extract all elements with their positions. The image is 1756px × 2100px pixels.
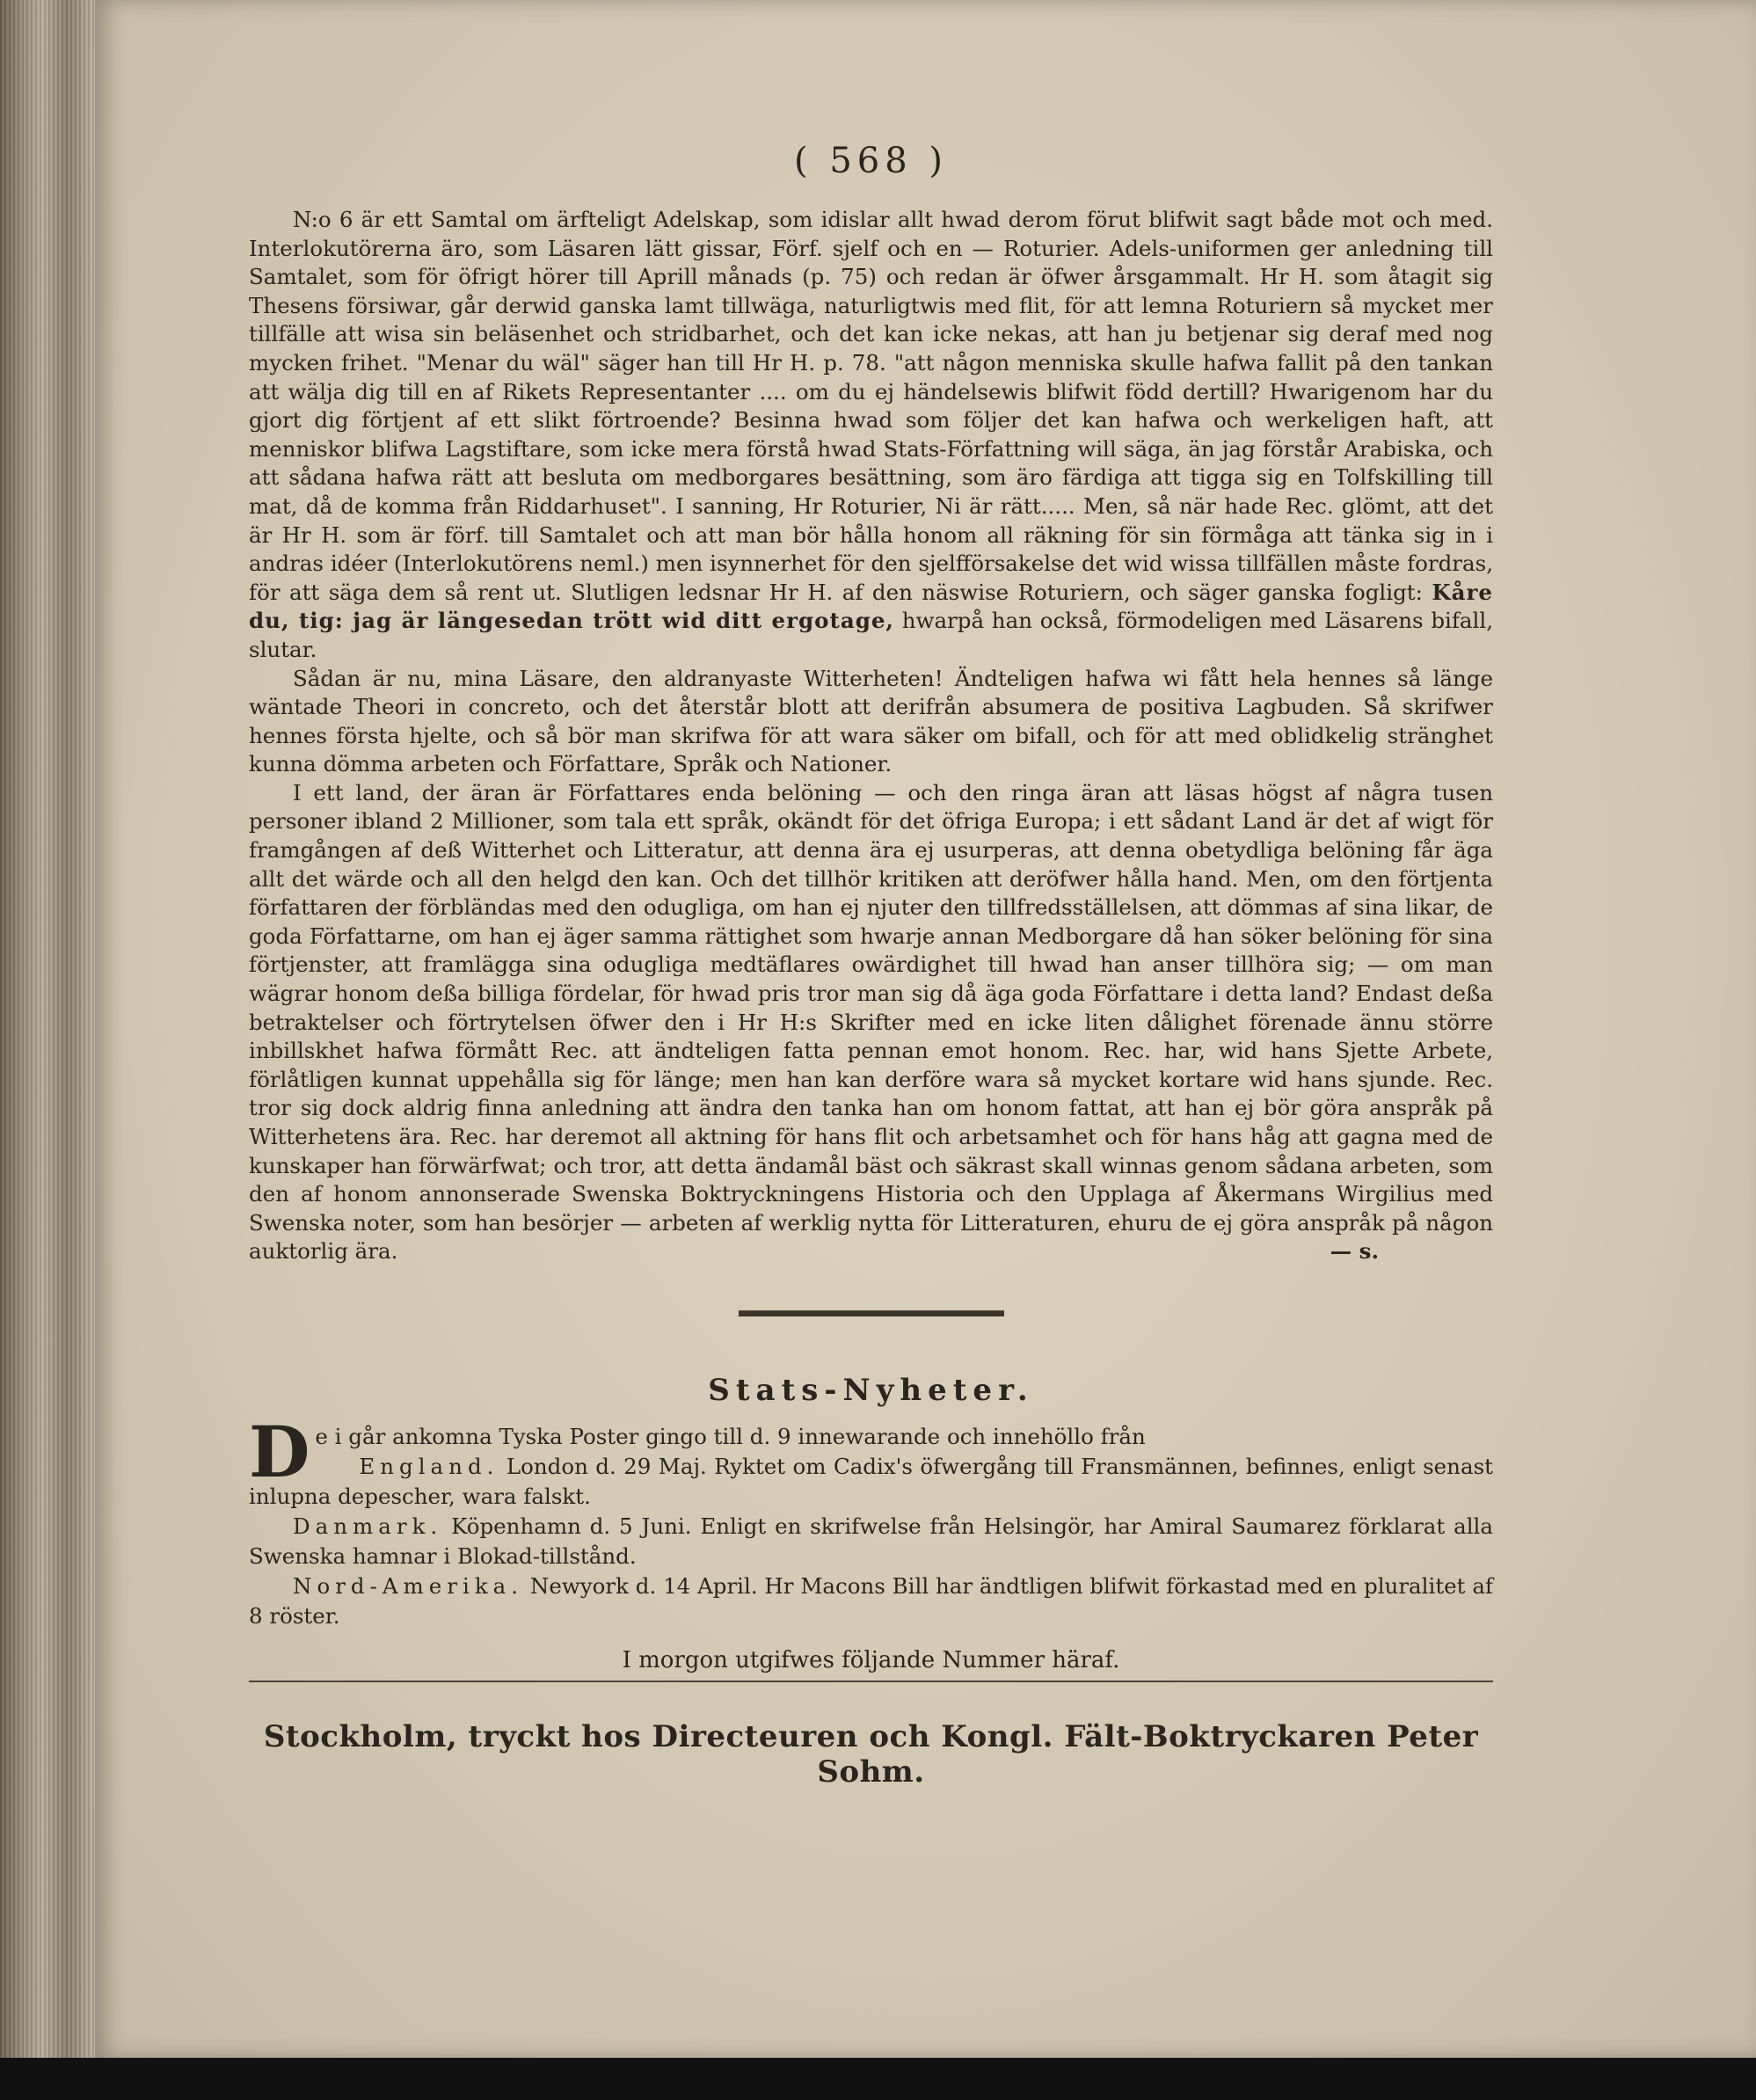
scan-bottom-border	[0, 2058, 1756, 2100]
news-item	[249, 1512, 1493, 1571]
news-intro-text: e i går ankomna Tyska Poster gingo till d. 9 innewarande och innehöllo från	[315, 1423, 1146, 1449]
book-page-edge	[0, 0, 95, 2058]
news-item-text: London d. 29 Maj. Ryktet om Cadix's öfwergång till Fransmännen, befinnes, enligt senast inlupna depescher, wara falskt.	[249, 1453, 1493, 1509]
news-item	[249, 1571, 1493, 1631]
announcement-rule	[249, 1681, 1493, 1682]
review-signature: — s.	[1330, 1238, 1379, 1265]
review-paragraph-1-text: N:o 6 är ett Samtal om ärfteligt Adelskap, som idislar allt hwad derom förut blifwit sagt både mot och med. Interlokutörerna äro, som Läsaren lätt gissar, Förf. sjelf och en — Roturier. Adels-uniformen ger anledning till Samtalet, som för öfrigt hörer till Aprill månads (p. 75) och redan är öfwer årsgammalt. Hr H. som åtagit sig Thesens försiwar, går derwid ganska lamt tillwäga, naturligtwis med flit, för att lemna Roturiern så mycket mer tillfälle att wisa sin beläsenhet och stridbarhet, och det kan icke nekas, att han ju betjenar sig deraf med nog mycken frihet. "Menar du wäl" säger han till Hr H. p. 78. "att någon menniska skulle hafwa fallit på den tankan att wälja dig till en af Rikets Representanter .... om du ej händelsewis blifwit född dertill? Hwarigenom har du gjort dig förtjent af ett slikt förtroende? Besinna hwad som följer det kan hafwa och werkeligen haft, att menniskor blifwa Lagstiftare, som icke mera förstå hwad Stats-Författning will säga, än jag förstår Arabiska, och att sådana hafwa rätt att besluta om medborgares besättning, som äro färdiga att tigga sig en Tolfskilling till mat, då de komma från Riddarhuset". I sanning, Hr Roturier, Ni är rätt..... Men, så när hade Rec. glömt, att det är Hr H. som är förf. till Samtalet och att man bör hålla honom all räkning för sin förmåga att tänka sig in i andras idéer (Interlokutörens neml.) men isynnerhet för den sjelfförsakelse det wid wissa tillfällen måste fordras, för att säga dem så rent ut. Slutligen ledsnar Hr H. af den näswise Roturiern, och säger ganska fogligt:	[249, 207, 1493, 605]
news-item-country: Nord-Amerika.	[293, 1572, 524, 1599]
next-issue-announcement: I morgon utgifwes följande Nummer häraf.	[622, 1646, 1120, 1673]
news-item-country: Danmark.	[293, 1513, 443, 1539]
news-item-text: Köpenhamn d. 5 Juni. Enligt en skrifwelse från Helsingör, har Amiral Saumarez förklarat alla Swenska hamnar i Blokad-tillstånd.	[249, 1513, 1493, 1569]
review-paragraph-1	[249, 206, 1493, 665]
section-divider	[739, 1310, 1004, 1316]
news-item	[249, 1452, 1493, 1512]
news-heading: Stats-Nyheter.	[708, 1372, 1034, 1408]
news-section	[249, 1410, 1493, 1631]
review-paragraph-3	[249, 779, 1493, 1266]
page-number: ( 568 )	[794, 141, 948, 181]
news-item-country: England.	[359, 1453, 499, 1479]
page-content	[249, 141, 1493, 1790]
printer-imprint: Stockholm, tryckt hos Directeuren och Kongl. Fält-Boktryckaren Peter Sohm.	[263, 1718, 1479, 1790]
news-dropcap: D	[249, 1410, 310, 1493]
review-paragraph-2: Sådan är nu, mina Läsare, den aldranyaste Witterheten! Ändteligen hafwa wi fått hela hennes så länge wäntade Theori in concreto, och det återstår blott att derifrån absumera de positiva Lagbuden. Så skrifwer hennes första hjelte, och så bör man skrifwa för att wara säker om bifall, och för att med oblidkelig stränghet kunna dömma arbeten och Författare, Språk och Nationer.	[249, 665, 1493, 777]
review-paragraph-3-text: I ett land, der äran är Författares enda belöning — och den ringa äran att läsas högst af några tusen personer ibland 2 Millioner, som tala ett språk, okändt för det öfriga Europa; i ett sådant Land är det af wigt för framgången af deß Witterhet och Litteratur, att denna ära ej usurperas, att denna obetydliga belöning får äga allt det wärde och all den helgd den kan. Och det tillhör kritiken att deröfwer hålla hand. Men, om den förtjenta författaren der förbländas med den odugliga, om han ej njuter den tillfredsställelsen, att dömmas af sina likar, de goda Författarne, om han ej äger samma rättighet som hwarje annan Medborgare då han söker belöning för sina förtjenster, att framlägga sina odugliga medtäflares owärdighet till hwad han anser tillhöra sig; — om man wägrar honom deßa billiga fördelar, för hwad pris tror man sig då äga goda Författare i detta land? Endast deßa betraktelser och förtrytelsen öfwer den i Hr H:s Skrifter med en icke liten dålighet förenade ännu större inbillskhet hafwa förmått Rec. att ändteligen fatta pennan emot honom. Rec. har, wid hans Sjette Arbete, förlåtligen kunnat uppehålla sig för länge; men han kan derföre wara så mycket kortare wid hans sjunde. Rec. tror sig dock aldrig finna anledning att ändra den tanka han om honom fattat, att han ej bör göra anspråk på Witterhetens ära. Rec. har deremot all aktning för hans flit och arbetsamhet och för hans håg att gagna med de kunskaper han förwärfwat; och tror, att detta ändamål bäst och säkrast skall winnas genom sådana arbeten, som den af honom annonserade Swenska Boktryckningens Historia och den Upplaga af Åkermans Wirgilius med Swenska noter, som han besörjer — arbeten af werklig nytta för Litteraturen, ehuru de ej göra anspråk på någon auktorlig ära.	[249, 779, 1493, 1265]
review-quote-tail: hwarpå han också, förmodeligen med Läsarens bifall, slutar.	[249, 608, 1493, 662]
news-item-text: Newyork d. 14 April. Hr Macons Bill har ändtligen blifwit förkastad med en pluralitet af 8 röster.	[249, 1572, 1493, 1629]
review-quote-emph: Kåre du, tig: jag är längesedan trött wid ditt ergotage,	[249, 579, 1493, 634]
